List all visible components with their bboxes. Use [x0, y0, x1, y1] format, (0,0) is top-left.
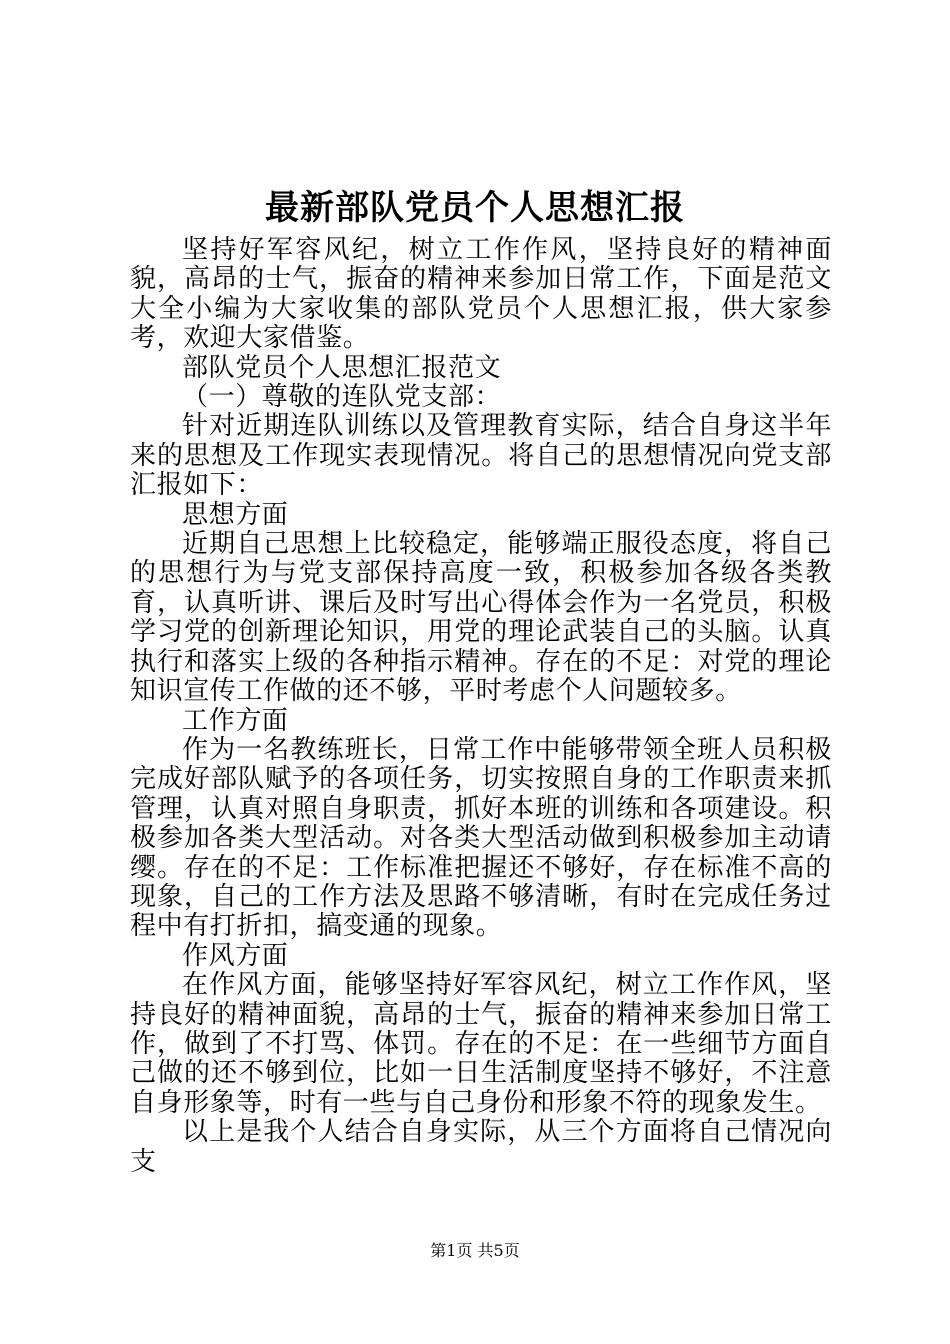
page-number-footer: 第1页 共5页 — [430, 1241, 520, 1260]
thought-paragraph: 近期自己思想上比较稳定，能够端正服役态度，将自己的思想行为与党支部保持高度一致，积极参加各级各类教育，认真听讲、课后及时写出心得体会作为一名党员，积极学习党的创新理论知识，用党的理论武装自己的头脑。认真执行和落实上级的各种指示精神。存在的不足：对党的理论知识宣传工作做的还不够，平时考虑个人问题较多。 — [130, 529, 832, 707]
style-paragraph: 在作风方面，能够坚持好军容风纪，树立工作作风，坚持良好的精神面貌，高昂的士气，振奋的精神来参加日常工作，做到了不打骂、体罚。存在的不足：在一些细节方面自己做的还不够到位，比如一日生活制度坚持不够好，不注意自身形象等，时有一些与自己身份和形象不符的现象发生。 — [130, 970, 832, 1118]
section-heading-style: 作风方面 — [182, 940, 289, 971]
page-title: 最新部队党员个人思想汇报 — [265, 188, 685, 228]
opening-paragraph: 针对近期连队训练以及管理教育实际，结合自身这半年来的思想及工作现实表现情况。将自己的思想情况向党支部汇报如下： — [130, 411, 832, 501]
salutation: （一）尊敬的连队党支部： — [182, 382, 502, 413]
document-body — [130, 236, 832, 1177]
section-heading-sample: 部队党员个人思想汇报范文 — [182, 352, 502, 383]
intro-paragraph: 坚持好军容风纪，树立工作作风，坚持良好的精神面貌，高昂的士气，振奋的精神来参加日常工作，下面是范文大全小编为大家收集的部队党员个人思想汇报，供大家参考，欢迎大家借鉴。 — [130, 235, 832, 354]
section-heading-thought: 思想方面 — [182, 499, 289, 530]
closing-paragraph: 以上是我个人结合自身实际，从三个方面将自己情况向支 — [130, 1117, 832, 1177]
section-heading-work: 工作方面 — [182, 705, 289, 736]
work-paragraph: 作为一名教练班长，日常工作中能够带领全班人员积极完成好部队赋予的各项任务，切实按照自身的工作职责来抓管理，认真对照自身职责，抓好本班的训练和各项建设。积极参加各类大型活动。对各类大型活动做到积极参加主动请缨。存在的不足：工作标准把握还不够好，存在标准不高的现象，自己的工作方法及思路不够清晰，有时在完成任务过程中有打折扣，搞变通的现象。 — [130, 734, 832, 942]
